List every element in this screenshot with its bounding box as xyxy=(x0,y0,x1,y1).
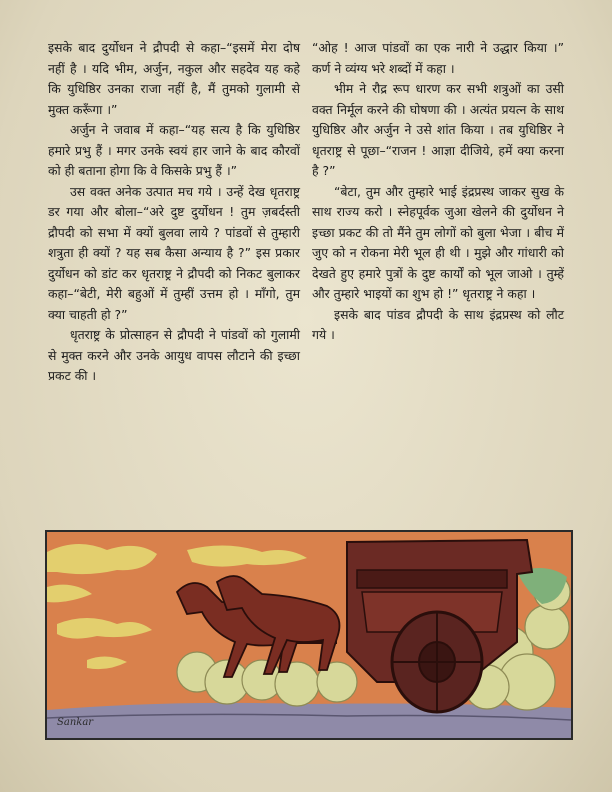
left-text-column xyxy=(48,38,300,387)
paragraph: उस वक्त अनेक उत्पात मच गये । उन्हें देख धृतराष्ट्र डर गया और बोला–“अरे दुष्ट दुर्योधन ! तुम ज़बर्दस्ती द्रौपदी को सभा में क्यों बुलवा लाये ? पांडवों से तुम्हारी शत्रुता ही क्यों ? यह सब कैसा अन्याय है ?” इस प्रकार दुर्योधन को डांट कर धृतराष्ट्र ने द्रौपदी को निकट बुलाकर कहा–“बेटी, मेरी बहुओं में तुम्हीं उत्तम हो । माँगो, तुम क्या चाहती हो ?” xyxy=(48,183,300,322)
paragraph: इसके बाद दुर्योधन ने द्रौपदी से कहा–“इसमें मेरा दोष नहीं है । यदि भीम, अर्जुन, नकुल और सहदेव यह कहे कि युधिष्ठिर उनका राजा नहीं है, मैं तुमको गुलामी से मुक्त करूँगा ।” xyxy=(48,40,300,117)
paragraph: धृतराष्ट्र के प्रोत्साहन से द्रौपदी ने पांडवों को गुलामी से मुक्त करने और उनके आयुध वापस लौटाने की इच्छा प्रकट की । xyxy=(48,327,300,383)
paragraph: भीम ने रौद्र रूप धारण कर सभी शत्रुओं का उसी वक्त निर्मूल करने की घोषणा की । अत्यंत प्रयत्न के साथ युधिष्ठिर और अर्जुन ने उसे शांत किया । तब युधिष्ठिर ने धृतराष्ट्र से पूछा–“राजन ! आज्ञा दीजिये, हमें क्या करना है ?” xyxy=(312,81,564,178)
artist-signature: Sankar xyxy=(57,717,94,728)
right-text-column xyxy=(312,38,564,346)
paragraph: “बेटा, तुम और तुम्हारे भाई इंद्रप्रस्थ जाकर सुख के साथ राज्य करो । स्नेहपूर्वक जुआ खेलने की दुर्योधन ने इच्छा प्रकट की तो मैंने तुम लोगों को बुला भेजा । बीच में जुए को न रोकना मेरी भूल ही थी । मुझे और गांधारी को देखते हुए हमारे पुत्रों के दुष्ट कार्यों को भूल जाओ । तुम्हें और तुम्हारे भाइयों का शुभ हो !” धृतराष्ट्र ने कहा । xyxy=(312,183,564,301)
paragraph: इसके बाद पांडव द्रौपदी के साथ इंद्रप्रस्थ को लौट गये । xyxy=(312,306,564,342)
paragraph: अर्जुन ने जवाब में कहा–“यह सत्य है कि युधिष्ठिर हमारे प्रभु हैं । मगर उनके स्वयं हार जाने के बाद कौरवों को ही बताना होगा कि वे किसके प्रभु हैं ।” xyxy=(48,122,300,178)
chariot-wheel xyxy=(392,612,482,712)
chariot-scene xyxy=(47,532,571,738)
chariot-illustration xyxy=(45,530,573,740)
paragraph: “ओह ! आज पांडवों का एक नारी ने उद्धार किया ।” कर्ण ने व्यंग्य भरे शब्दों में कहा । xyxy=(312,40,564,76)
